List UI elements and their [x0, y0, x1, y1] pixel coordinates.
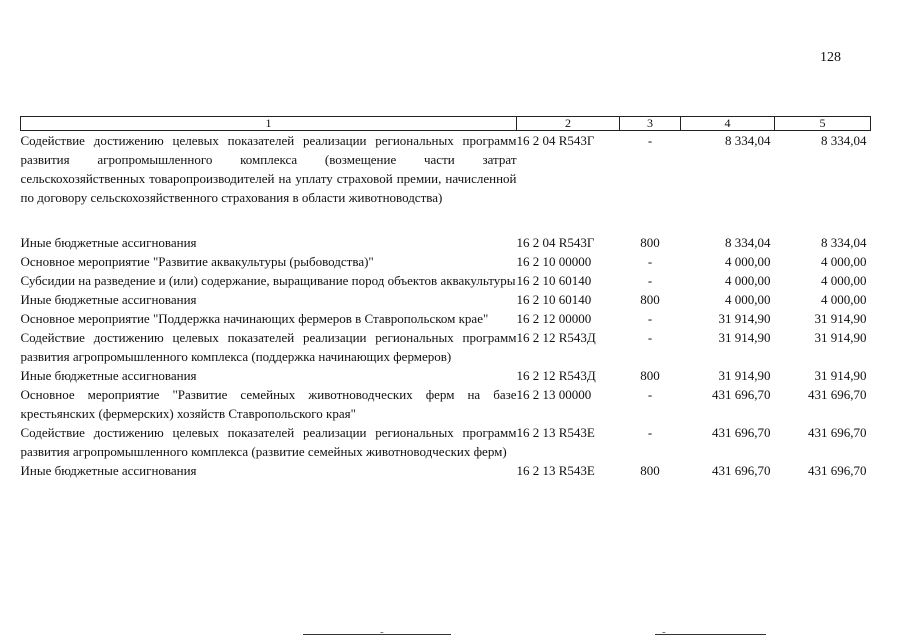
table-row — [21, 131, 871, 234]
row-amount-col4-cell: 431 696,70 — [712, 463, 771, 478]
page-number: 128 — [820, 50, 841, 65]
row-amount-col4-cell: 4 000,00 — [725, 254, 771, 269]
footer-line-left — [303, 634, 451, 635]
table-row — [21, 423, 871, 461]
row-type-cell: 800 — [640, 235, 660, 250]
row-code-cell: 16 2 04 R543Г — [516, 133, 595, 148]
row-type-cell: - — [647, 425, 653, 440]
table-row — [21, 328, 871, 366]
table-row — [21, 461, 871, 480]
row-amount-col5-cell: 431 696,70 — [808, 425, 867, 440]
footer-mark-right: - — [662, 626, 666, 638]
row-type-cell: - — [647, 387, 653, 402]
row-amount-col4-cell: 431 696,70 — [712, 387, 771, 402]
row-amount-col4-cell: 4 000,00 — [725, 273, 771, 288]
table-row — [21, 271, 871, 290]
row-amount-col4-cell: 31 914,90 — [718, 311, 771, 326]
col-header-4: 4 — [681, 117, 775, 131]
row-type-cell: 800 — [640, 292, 660, 307]
row-name-cell: Иные бюджетные ассигнования — [20, 292, 197, 307]
row-amount-col5-cell: 8 334,04 — [821, 133, 867, 148]
row-amount-col5-cell: 4 000,00 — [821, 292, 867, 307]
table-row — [21, 252, 871, 271]
row-name-cell: Содействие достижению целевых показателей реализации региональных программ развития агропромышленного комплекса (возмещение части затрат сельскохозяйственных товаропроизводителей на уплату страховой премии, начисленной по договору сельскохозяйственного страхования в области животноводства) — [20, 133, 517, 205]
table-row — [21, 366, 871, 385]
row-code-cell: 16 2 12 R543Д — [516, 330, 596, 345]
row-name-cell: Субсидии на разведение и (или) содержание, выращивание пород объектов аквакультуры — [20, 273, 516, 288]
row-amount-col4-cell: 4 000,00 — [725, 292, 771, 307]
table-body — [21, 131, 871, 481]
row-amount-col4-cell: 8 334,04 — [725, 133, 771, 148]
row-amount-col4-cell: 31 914,90 — [718, 368, 771, 383]
row-amount-col5-cell: 431 696,70 — [808, 463, 867, 478]
row-name-cell: Основное мероприятие "Развитие аквакультуры (рыбоводства)" — [20, 254, 374, 269]
row-name-cell: Основное мероприятие "Поддержка начинающих фермеров в Ставропольском крае" — [20, 311, 489, 326]
table-row — [21, 290, 871, 309]
row-amount-col5-cell: 8 334,04 — [821, 235, 867, 250]
row-amount-col5-cell: 31 914,90 — [814, 368, 867, 383]
row-type-cell: 800 — [640, 463, 660, 478]
row-amount-col5-cell: 431 696,70 — [808, 387, 867, 402]
row-name-cell: Содействие достижению целевых показателей реализации региональных программ развития агропромышленного комплекса (поддержка начинающих фермеров) — [20, 330, 517, 364]
col-header-2: 2 — [517, 117, 620, 131]
footer-line-right — [655, 634, 766, 635]
footer-mark-left: - — [380, 626, 384, 638]
table-row — [21, 385, 871, 423]
row-code-cell: 16 2 10 60140 — [516, 292, 592, 307]
row-code-cell: 16 2 10 00000 — [516, 254, 592, 269]
header-row — [21, 117, 871, 131]
row-amount-col4-cell: 431 696,70 — [712, 425, 771, 440]
row-amount-col5-cell: 4 000,00 — [821, 273, 867, 288]
row-code-cell: 16 2 12 R543Д — [516, 368, 596, 383]
row-amount-col5-cell: 4 000,00 — [821, 254, 867, 269]
row-name-cell: Иные бюджетные ассигнования — [20, 463, 197, 478]
row-type-cell: - — [647, 330, 653, 345]
col-header-5: 5 — [775, 117, 871, 131]
row-name-cell: Содействие достижению целевых показателей реализации региональных программ развития агропромышленного комплекса (развитие семейных животноводческих ферм) — [20, 425, 517, 459]
row-amount-col5-cell: 31 914,90 — [814, 330, 867, 345]
row-amount-col5-cell: 31 914,90 — [814, 311, 867, 326]
table-row — [21, 309, 871, 328]
row-type-cell: - — [647, 273, 653, 288]
row-code-cell: 16 2 04 R543Г — [516, 235, 595, 250]
col-header-3: 3 — [620, 117, 681, 131]
row-name-cell: Иные бюджетные ассигнования — [20, 368, 197, 383]
row-code-cell: 16 2 10 60140 — [516, 273, 592, 288]
row-code-cell: 16 2 13 R543Е — [516, 425, 595, 440]
budget-table — [20, 116, 871, 480]
row-type-cell: - — [647, 311, 653, 326]
row-name-cell: Основное мероприятие "Развитие семейных животноводческих ферм на базе крестьянских (фермерских) хозяйств Ставропольского края" — [20, 387, 517, 421]
row-type-cell: - — [647, 254, 653, 269]
col-header-1: 1 — [21, 117, 517, 131]
row-code-cell: 16 2 13 00000 — [516, 387, 592, 402]
row-type-cell: - — [647, 133, 653, 148]
row-type-cell: 800 — [640, 368, 660, 383]
table-row — [21, 233, 871, 252]
row-name-cell: Иные бюджетные ассигнования — [20, 235, 197, 250]
row-code-cell: 16 2 12 00000 — [516, 311, 592, 326]
row-amount-col4-cell: 31 914,90 — [718, 330, 771, 345]
row-amount-col4-cell: 8 334,04 — [725, 235, 771, 250]
row-code-cell: 16 2 13 R543Е — [516, 463, 595, 478]
